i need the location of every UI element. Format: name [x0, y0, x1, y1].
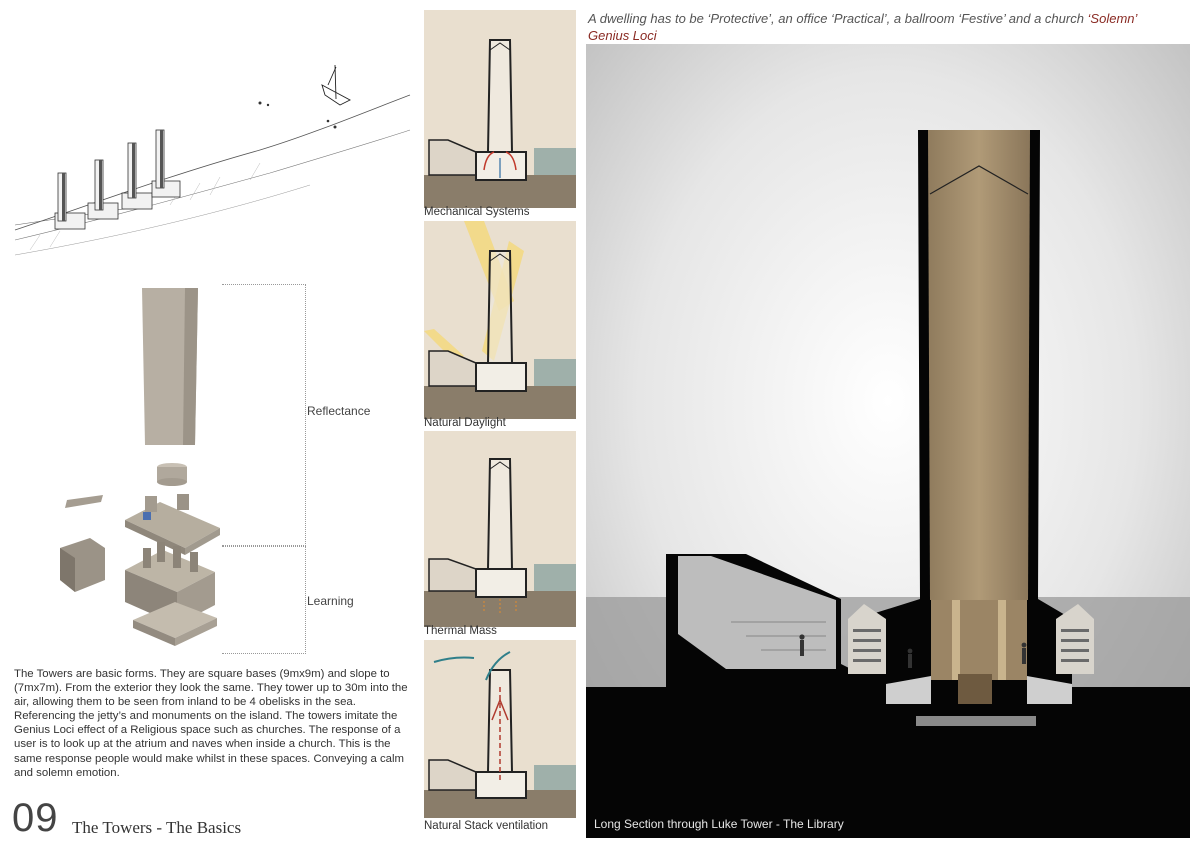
- panel-caption: Natural Daylight: [424, 417, 506, 429]
- panel-caption: Thermal Mass: [424, 625, 497, 637]
- panel-caption: Mechanical Systems: [424, 206, 530, 218]
- quote-text: A dwelling has to be ‘Protective’, an office ‘Practical’, a ballroom ‘Festive’ and a church: [588, 11, 1088, 26]
- panel-caption: Natural Stack ventilation: [424, 820, 549, 832]
- genius-loci-quote: [588, 10, 1188, 44]
- label-reflectance: Reflectance: [307, 404, 371, 418]
- quote-accent-line2: Genius Loci: [588, 28, 657, 43]
- quote-accent: ‘Solemn’: [1087, 11, 1138, 26]
- panel-natural-stack-ventilation: [424, 640, 576, 836]
- label-learning: Learning: [307, 594, 354, 608]
- bracket-reflectance: [222, 284, 306, 546]
- panel-natural-daylight: [424, 221, 576, 431]
- long-section-drawing: [586, 44, 1190, 838]
- page-title: The Towers - The Basics: [72, 818, 242, 837]
- panel-thermal-mass: [424, 431, 576, 641]
- description-text: The Towers are basic forms. They are square bases (9mx9m) and slope to (7mx7m). From the exterior they look the same. They tower up to 30m into the air, allowing them to be seen from inland to be 4 obelisks in the sea. Referencing the jetty’s and monuments on the island. The towers imitate the Genius Loci effect of a Religious space such as churches. The response of a user is to look up at the atrium and naves when inside a church. This is the same response people would make whilst in these spaces. Conveying a calm and solemn emotion.: [14, 668, 408, 779]
- panel-mechanical-systems: [424, 10, 576, 220]
- stack-ventilation-diagram: [424, 640, 576, 818]
- exploded-tower-axonometric: [45, 280, 235, 670]
- natural-daylight-diagram: [424, 221, 576, 419]
- jetty-sketch: [10, 55, 415, 275]
- mechanical-systems-diagram: [424, 10, 576, 208]
- bracket-learning: [222, 546, 306, 654]
- section-caption: Long Section through Luke Tower - The Library: [594, 817, 844, 831]
- thermal-mass-diagram: [424, 431, 576, 627]
- page-number: 09: [12, 796, 59, 840]
